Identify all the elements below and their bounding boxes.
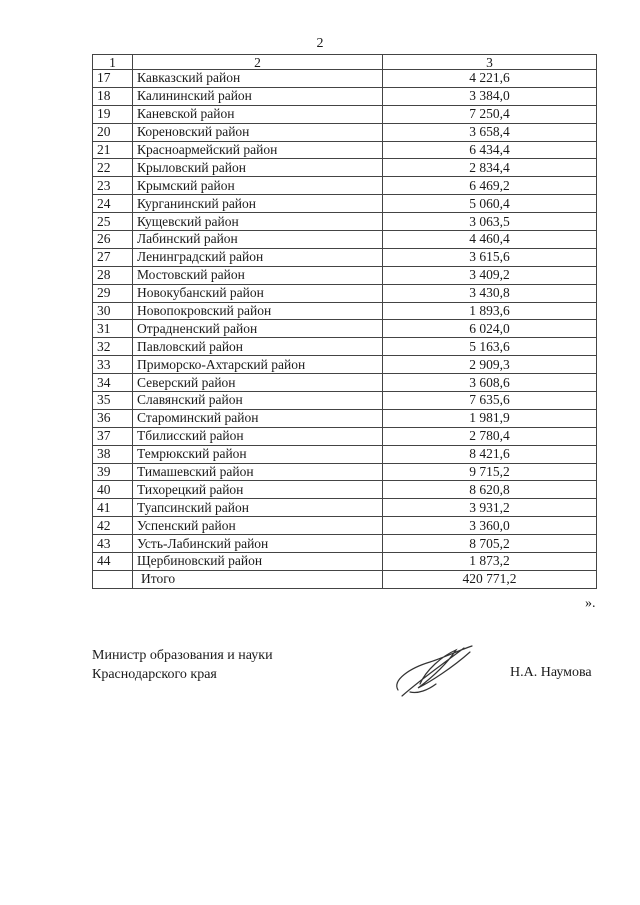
district-value: 6 469,2 xyxy=(383,177,597,195)
district-value: 2 834,4 xyxy=(383,159,597,177)
district-name: Щербиновский район xyxy=(133,553,383,571)
district-value: 6 024,0 xyxy=(383,320,597,338)
district-name: Курганинский район xyxy=(133,195,383,213)
district-value: 3 615,6 xyxy=(383,248,597,266)
district-name: Лабинский район xyxy=(133,231,383,249)
table-row xyxy=(93,445,597,463)
row-number: 25 xyxy=(93,213,133,231)
table-row xyxy=(93,195,597,213)
row-number: 29 xyxy=(93,284,133,302)
table-row xyxy=(93,499,597,517)
row-number: 41 xyxy=(93,499,133,517)
district-value: 8 620,8 xyxy=(383,481,597,499)
district-name: Новопокровский район xyxy=(133,302,383,320)
district-value: 3 360,0 xyxy=(383,517,597,535)
header-col-1: 1 xyxy=(93,55,133,70)
row-number: 23 xyxy=(93,177,133,195)
signer-name: Н.А. Наумова xyxy=(510,665,592,680)
row-number: 38 xyxy=(93,445,133,463)
row-number: 42 xyxy=(93,517,133,535)
district-name: Отрадненский район xyxy=(133,320,383,338)
total-row xyxy=(93,570,597,588)
district-name: Приморско-Ахтарский район xyxy=(133,356,383,374)
district-name: Тбилисский район xyxy=(133,427,383,445)
district-value: 5 060,4 xyxy=(383,195,597,213)
district-value: 3 430,8 xyxy=(383,284,597,302)
district-name: Туапсинский район xyxy=(133,499,383,517)
row-number: 40 xyxy=(93,481,133,499)
row-number: 44 xyxy=(93,553,133,571)
table-row xyxy=(93,535,597,553)
district-value: 6 434,4 xyxy=(383,141,597,159)
district-value: 8 705,2 xyxy=(383,535,597,553)
table-row xyxy=(93,320,597,338)
table-row xyxy=(93,248,597,266)
district-name: Крымский район xyxy=(133,177,383,195)
district-value: 3 608,6 xyxy=(383,374,597,392)
table-row xyxy=(93,553,597,571)
table-row xyxy=(93,338,597,356)
row-number: 43 xyxy=(93,535,133,553)
row-number: 39 xyxy=(93,463,133,481)
row-number: 17 xyxy=(93,70,133,88)
table-row xyxy=(93,266,597,284)
district-value: 9 715,2 xyxy=(383,463,597,481)
row-number: 36 xyxy=(93,409,133,427)
district-name: Павловский район xyxy=(133,338,383,356)
district-name: Кущевский район xyxy=(133,213,383,231)
total-number xyxy=(93,570,133,588)
table-row xyxy=(93,70,597,88)
table-row xyxy=(93,177,597,195)
table-row xyxy=(93,87,597,105)
closing-quote: ». xyxy=(585,596,596,611)
table-row xyxy=(93,159,597,177)
row-number: 22 xyxy=(93,159,133,177)
row-number: 21 xyxy=(93,141,133,159)
row-number: 18 xyxy=(93,87,133,105)
district-value: 2 780,4 xyxy=(383,427,597,445)
district-value: 3 658,4 xyxy=(383,123,597,141)
district-name: Староминский район xyxy=(133,409,383,427)
district-value: 3 384,0 xyxy=(383,87,597,105)
table-row xyxy=(93,517,597,535)
district-value: 5 163,6 xyxy=(383,338,597,356)
table-row xyxy=(93,356,597,374)
header-col-2: 2 xyxy=(133,55,383,70)
district-value: 7 250,4 xyxy=(383,105,597,123)
district-value: 8 421,6 xyxy=(383,445,597,463)
row-number: 35 xyxy=(93,392,133,410)
district-value: 3 931,2 xyxy=(383,499,597,517)
district-value: 7 635,6 xyxy=(383,392,597,410)
page-number: 2 xyxy=(316,36,324,51)
table-row xyxy=(93,427,597,445)
row-number: 31 xyxy=(93,320,133,338)
district-name: Кореновский район xyxy=(133,123,383,141)
row-number: 33 xyxy=(93,356,133,374)
row-number: 28 xyxy=(93,266,133,284)
district-name: Усть-Лабинский район xyxy=(133,535,383,553)
district-name: Новокубанский район xyxy=(133,284,383,302)
table-body xyxy=(93,70,597,589)
district-value: 1 893,6 xyxy=(383,302,597,320)
district-value: 1 873,2 xyxy=(383,553,597,571)
district-name: Калининский район xyxy=(133,87,383,105)
row-number: 27 xyxy=(93,248,133,266)
signer-position xyxy=(92,646,273,684)
table-row xyxy=(93,463,597,481)
signer-position-line-2: Краснодарского края xyxy=(92,667,217,682)
row-number: 37 xyxy=(93,427,133,445)
table-row xyxy=(93,231,597,249)
handwritten-signature xyxy=(390,640,480,702)
district-name: Мостовский район xyxy=(133,266,383,284)
table-row xyxy=(93,374,597,392)
district-name: Славянский район xyxy=(133,392,383,410)
row-number: 20 xyxy=(93,123,133,141)
table-row xyxy=(93,105,597,123)
header-col-3: 3 xyxy=(383,55,597,70)
district-name: Северский район xyxy=(133,374,383,392)
table-header-row xyxy=(93,55,597,70)
table-row xyxy=(93,392,597,410)
district-table xyxy=(92,54,597,589)
row-number: 32 xyxy=(93,338,133,356)
row-number: 30 xyxy=(93,302,133,320)
row-number: 34 xyxy=(93,374,133,392)
district-value: 2 909,3 xyxy=(383,356,597,374)
table-row xyxy=(93,213,597,231)
table-row xyxy=(93,284,597,302)
district-value: 3 409,2 xyxy=(383,266,597,284)
district-name: Ленинградский район xyxy=(133,248,383,266)
district-name: Успенский район xyxy=(133,517,383,535)
district-name: Красноармейский район xyxy=(133,141,383,159)
district-name: Тихорецкий район xyxy=(133,481,383,499)
table-row xyxy=(93,409,597,427)
district-name: Каневской район xyxy=(133,105,383,123)
signer-position-line-1: Министр образования и науки xyxy=(92,648,273,663)
district-name: Тимашевский район xyxy=(133,463,383,481)
row-number: 26 xyxy=(93,231,133,249)
table-row xyxy=(93,141,597,159)
district-value: 1 981,9 xyxy=(383,409,597,427)
row-number: 24 xyxy=(93,195,133,213)
table-row xyxy=(93,481,597,499)
total-label: Итого xyxy=(133,570,383,588)
table-row xyxy=(93,302,597,320)
district-name: Темрюкский район xyxy=(133,445,383,463)
row-number: 19 xyxy=(93,105,133,123)
district-value: 4 460,4 xyxy=(383,231,597,249)
district-value: 4 221,6 xyxy=(383,70,597,88)
district-value: 3 063,5 xyxy=(383,213,597,231)
district-name: Крыловский район xyxy=(133,159,383,177)
district-name: Кавказский район xyxy=(133,70,383,88)
total-value: 420 771,2 xyxy=(383,570,597,588)
table-row xyxy=(93,123,597,141)
